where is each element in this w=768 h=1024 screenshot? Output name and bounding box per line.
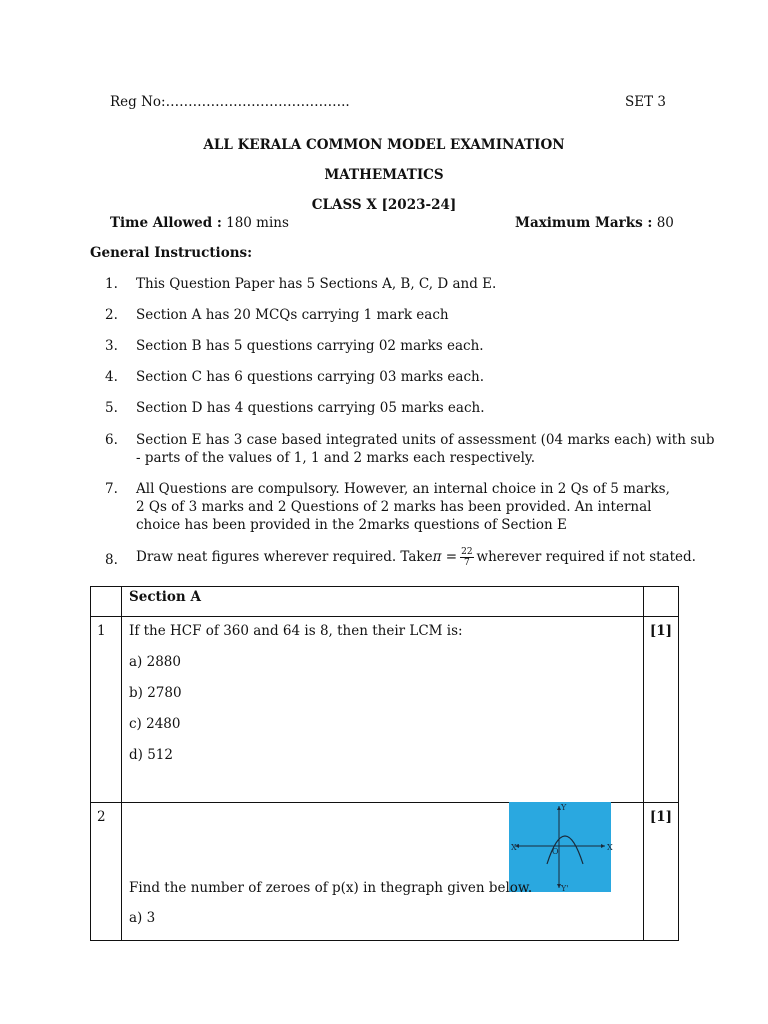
instruction-number: 2.: [105, 307, 118, 323]
option: c) 2480: [129, 716, 181, 732]
instruction-item: [105, 431, 715, 467]
instruction-text: Section C has 6 questions carrying 03 marks each.: [136, 369, 485, 385]
instruction-text-continued: - parts of the values of 1, 1 and 2 marks each respectively.: [136, 450, 536, 466]
instruction-text: Section D has 4 questions carrying 05 marks each.: [136, 400, 485, 416]
fraction: [460, 547, 473, 568]
y-axis-label: Y: [561, 803, 567, 812]
section-cell: [122, 587, 644, 617]
x-axis-label: X: [607, 843, 613, 852]
marks-label: Maximum Marks :: [515, 215, 653, 231]
marks-value: 80: [652, 215, 674, 231]
instruction-number: 5.: [105, 400, 118, 416]
class-title: CLASS X [2023-24]: [311, 197, 457, 213]
instruction-text: Section E has 3 case based integrated units of assessment (04 marks each) with sub: [136, 432, 715, 448]
origin-label: O: [552, 847, 559, 856]
graph-svg: [509, 802, 611, 892]
instruction-number: 1.: [105, 276, 118, 292]
fraction-denominator: 7: [463, 558, 470, 568]
instruction-number: 8.: [105, 552, 118, 568]
instruction-text: Section A has 20 MCQs carrying 1 mark each: [136, 307, 449, 323]
fraction-numerator: 22: [461, 547, 473, 557]
instruction-text: All Questions are compulsory. However, an internal choice in 2 Qs of 5 marks, 2 Qs of 3 marks and 2 Questions of 2 marks has been provided. An internal choice has been provided in the 2marks questions of Section E: [136, 481, 670, 533]
question-cell: [122, 803, 644, 941]
instruction-number: 4.: [105, 369, 118, 385]
question-text: If the HCF of 360 and 64 is 8, then their LCM is:: [129, 623, 463, 639]
section-title: Section A: [129, 589, 201, 605]
option: a) 3: [129, 910, 156, 926]
question-row: [91, 617, 679, 803]
instruction-text: [136, 547, 696, 568]
question-row: [91, 803, 679, 941]
question-cell: [122, 617, 644, 803]
empty-cell: [644, 587, 679, 617]
question-text: Find the number of zeroes of p(x) in thegraph given below.: [129, 880, 533, 896]
instruction-number: 3.: [105, 338, 118, 354]
question-table: [90, 586, 679, 941]
option: a) 2880: [129, 654, 181, 670]
time-allowed: [110, 215, 289, 231]
option: b) 2780: [129, 685, 182, 701]
question-number: 2: [97, 809, 106, 825]
section-row: [91, 587, 679, 617]
set-number: SET 3: [625, 94, 666, 110]
polynomial-graph: [509, 802, 611, 892]
question-number: 1: [97, 623, 106, 639]
marks-label: [1]: [649, 809, 673, 825]
subject-title: MATHEMATICS: [324, 167, 444, 183]
instructions-heading: General Instructions:: [90, 245, 253, 261]
instruction-text: This Question Paper has 5 Sections A, B, C, D and E.: [136, 276, 497, 292]
instruction-number: 6.: [105, 432, 118, 448]
x-axis-neg-label: X': [511, 843, 519, 852]
marks-label: [1]: [649, 623, 673, 639]
y-axis-neg-label: Y': [561, 884, 569, 893]
exam-title: ALL KERALA COMMON MODEL EXAMINATION: [203, 137, 565, 153]
pi-symbol: π =: [432, 549, 458, 565]
option: d) 512: [129, 747, 173, 763]
maximum-marks: [515, 215, 674, 231]
time-value: 180 mins: [221, 215, 289, 231]
reg-no: Reg No:…………………………………..: [110, 94, 350, 110]
instruction-text-after: wherever required if not stated.: [476, 549, 696, 565]
instruction-text: Section B has 5 questions carrying 02 marks each.: [136, 338, 484, 354]
instruction-text-before: Draw neat figures wherever required. Take: [136, 549, 433, 565]
empty-cell: [91, 587, 122, 617]
time-label: Time Allowed :: [110, 215, 222, 231]
instruction-number: 7.: [105, 481, 118, 497]
